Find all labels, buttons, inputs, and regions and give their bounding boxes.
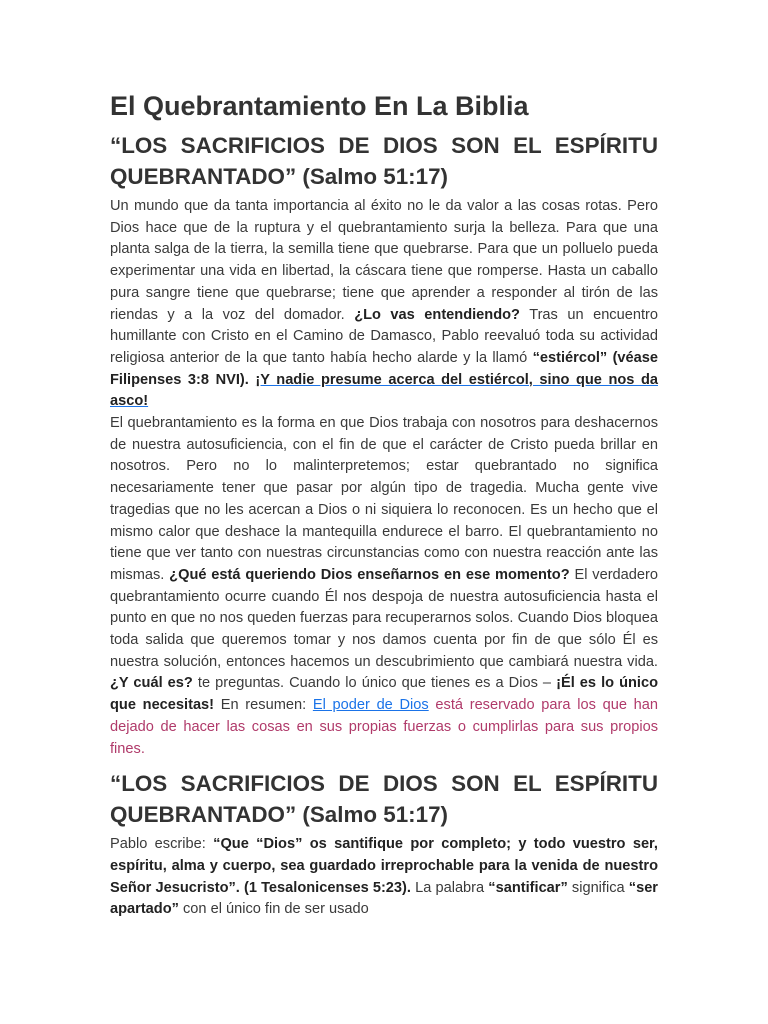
page-title: El Quebrantamiento En La Biblia <box>110 91 529 121</box>
text: El quebrantamiento es la forma en que Dios trabaja con nosotros para deshacernos de nuestra autosuficiencia, con el fin de que el carácter de Cristo pueda brillar en nosotros. Pero no lo malinterpretemos; estar quebrantado no significa necesariamente tener que pasar por algún tipo de tragedia. Mucha gente vive tragedias que no les acercan a Dios o ni siquiera lo reconocen. Es un hecho que el mismo calor que deshace la mantequilla endurece el barro. El quebrantamiento no tiene que ver tanto con nuestras circunstancias como con nuestra reacción ante las mismas. <box>110 415 658 583</box>
text: El verdadero quebrantamiento ocurre cuando Él nos despoja de nuestra autosuficiencia hasta el punto en que no nos queden fuerzas para recuperarnos solos. Cuando Dios bloquea toda salida que queremos tomar y nos damos cuenta por fin de que sólo Él es nuestra solución, entonces hacemos un descubrimiento que cambiará nuestra vida. <box>110 566 659 670</box>
poder-de-dios-link[interactable]: El poder de Dios <box>312 697 429 714</box>
bold-text: ¿Y cuál es? <box>110 675 193 692</box>
bold-text: ¿Lo vas entendiendo? <box>354 306 520 323</box>
bold-text: ¿Qué está queriendo Dios enseñarnos en ese momento? <box>169 566 570 583</box>
text: te preguntas. Cuando lo único que tienes es a Dios – <box>192 675 557 692</box>
text: La palabra <box>410 879 489 896</box>
bold-text: ¡Él es lo único que necesitas! <box>110 675 659 714</box>
bold-text: “estiércol” (véase Filipenses 3:8 NVI). <box>110 349 659 388</box>
spacer <box>110 760 658 768</box>
text: con el único fin de ser usado <box>178 901 369 918</box>
text: significa <box>567 879 629 896</box>
paragraph-2 <box>110 413 658 760</box>
text: En resumen: <box>214 697 313 714</box>
paragraph-3 <box>110 834 658 921</box>
text: Pablo escribe: <box>110 836 214 853</box>
bold-text: “Que “Dios” os santifique por completo; y todo vuestro ser, espíritu, alma y cuerpo, sea guardado irreprochable para la venida de nuestro Señor Jesucristo”. (1 Tesalonicenses 5:23). <box>110 836 658 896</box>
document-page <box>110 88 658 921</box>
highlighted-text: está reservado para los que han dejado de hacer las cosas en sus propias fuerzas o cumplirlas para sus propios fines. <box>110 697 658 757</box>
bold-text: “ser apartado” <box>110 879 658 918</box>
bold-text: “santificar” <box>488 879 568 896</box>
text: Un mundo que da tanta importancia al éxito no le da valor a las cosas rotas. Pero Dios hace que de la ruptura y el quebrantamiento surja la belleza. Para que una planta salga de la tierra, la semilla tiene que quebrarse. Para que un polluelo pueda experimentar una vida en libertad, la cáscara tiene que romperse. Hasta un caballo pura sangre tiene que quebrarse; tiene que aprender a responder al tirón de las riendas y a la voz del domador. <box>110 198 658 323</box>
text: Tras un encuentro humillante con Cristo en el Camino de Damasco, Pablo reevaluó toda su actividad religiosa anterior de la que tanto había hecho alarde y la llamó <box>110 306 658 366</box>
link-label: ¡Y nadie presume acerca del estiércol, sino que nos da asco! <box>110 371 659 410</box>
section-heading: “LOS SACRIFICIOS DE DIOS SON EL ESPÍRITU QUEBRANTADO” (Salmo 51:17) <box>110 133 658 189</box>
section-heading-2: “LOS SACRIFICIOS DE DIOS SON EL ESPÍRITU QUEBRANTADO” (Salmo 51:17) <box>110 771 658 828</box>
paragraph-1 <box>110 196 658 413</box>
